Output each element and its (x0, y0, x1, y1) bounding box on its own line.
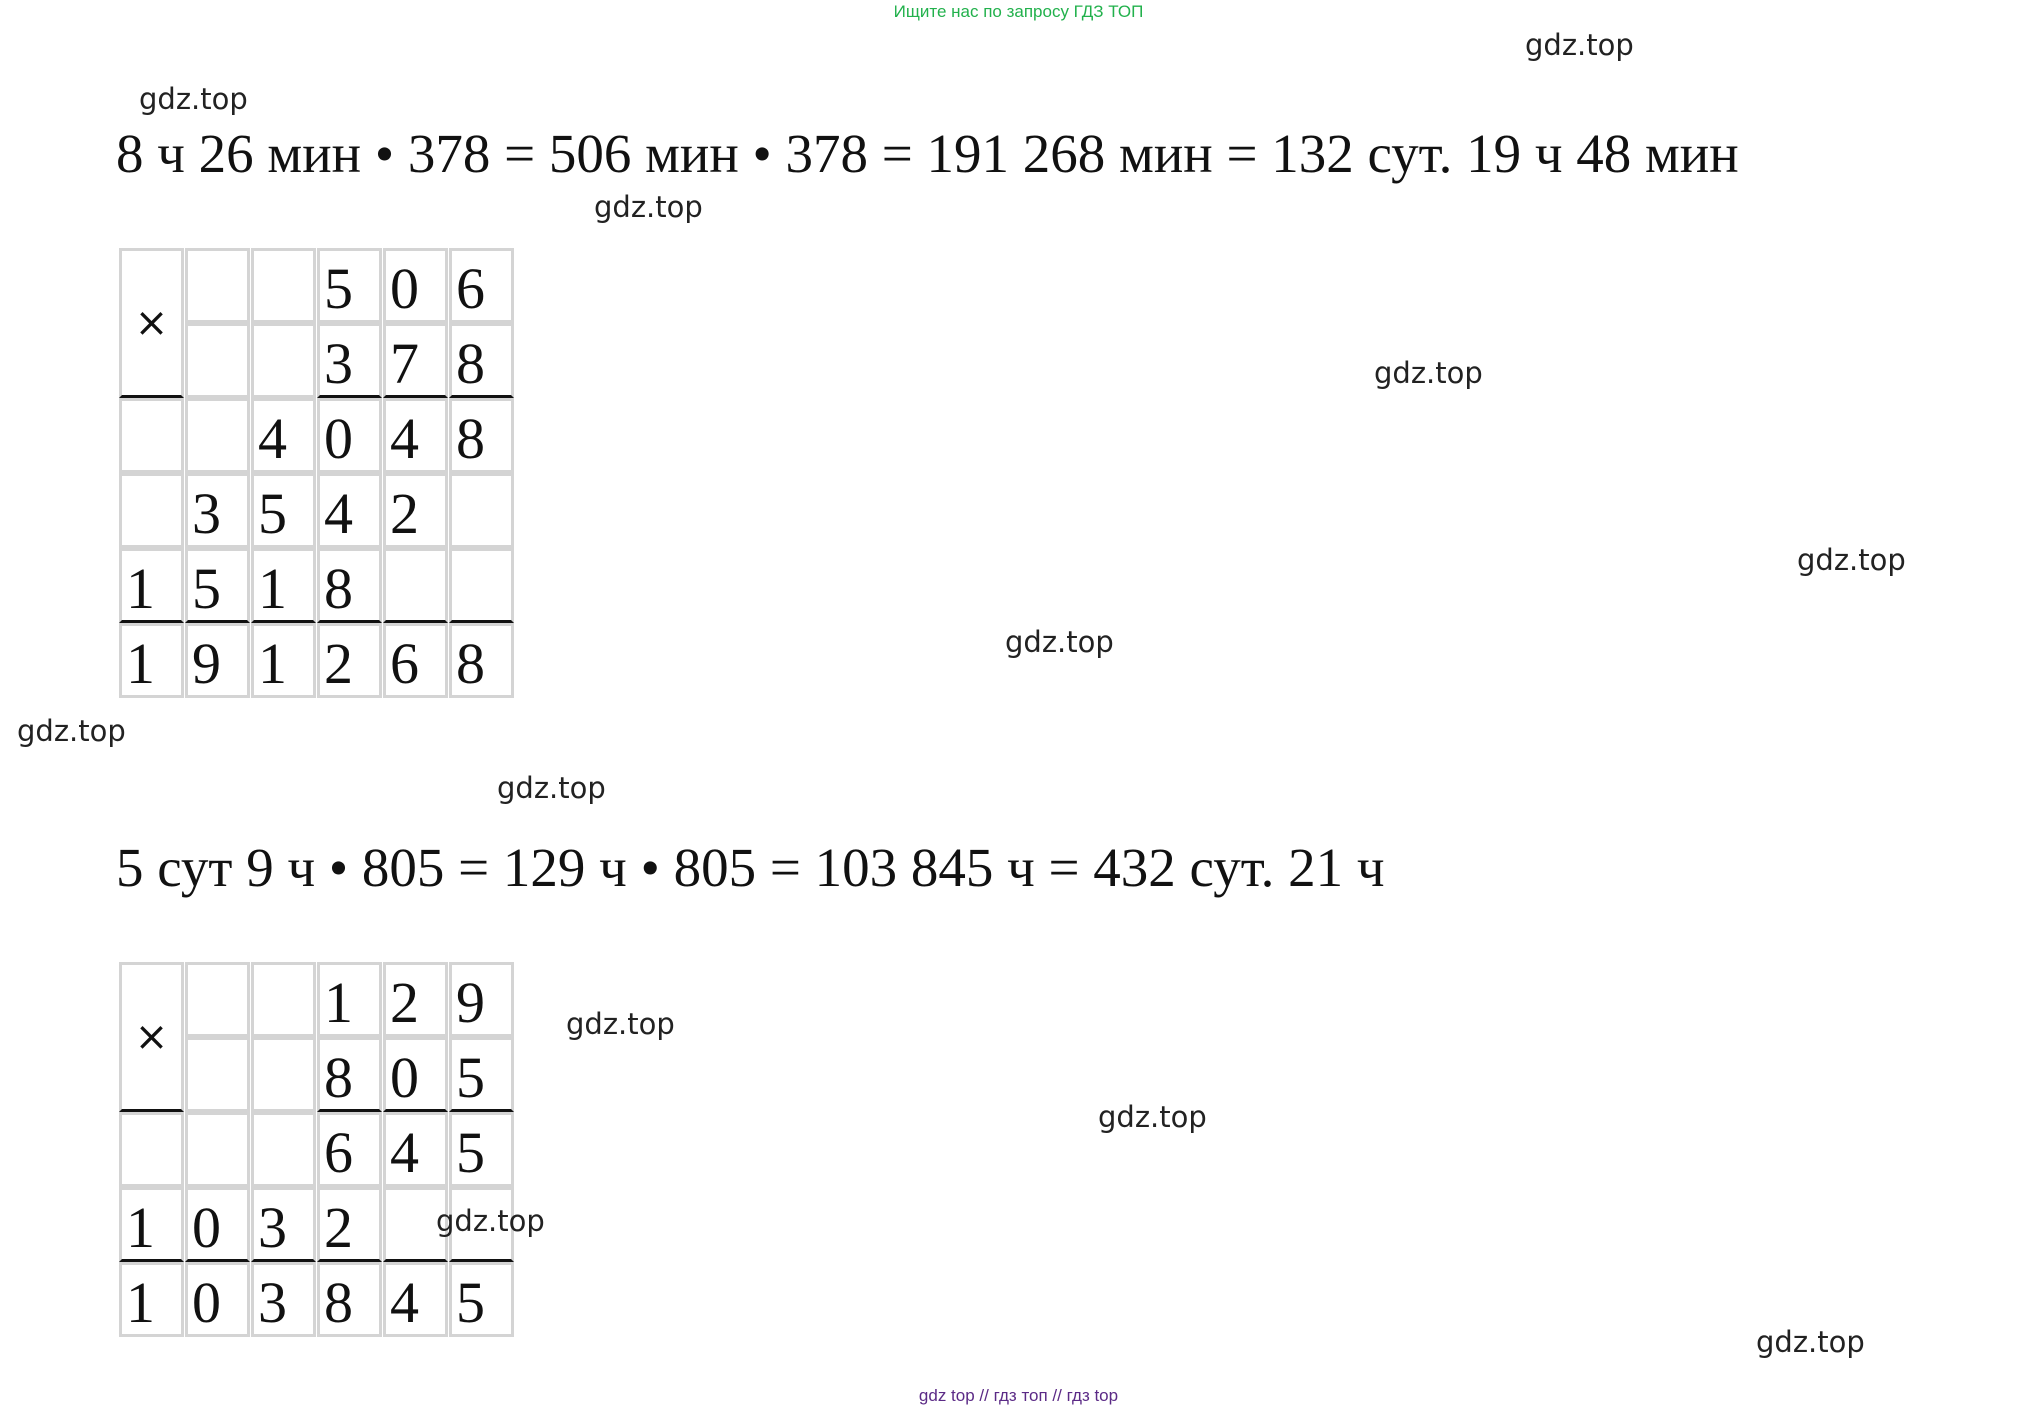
watermark: gdz.top (594, 190, 703, 224)
digit-cell: 5 (449, 1262, 514, 1337)
digit-cell (449, 548, 514, 623)
digit-cell (119, 1112, 184, 1187)
digit-cell (119, 398, 184, 473)
watermark: gdz.top (1525, 28, 1634, 62)
top-banner: Ищите нас по запросу ГДЗ ТОП (893, 2, 1144, 21)
digit-cell: 0 (185, 1262, 250, 1337)
digit-cell: 3 (251, 1187, 316, 1262)
digit-cell: 9 (449, 962, 514, 1037)
digit-cell (185, 1112, 250, 1187)
watermark: gdz.top (497, 771, 606, 805)
digit-cell: 8 (449, 323, 514, 398)
watermark: gdz.top (1797, 543, 1906, 577)
digit-cell: 0 (185, 1187, 250, 1262)
digit-cell: 1 (119, 548, 184, 623)
watermark: gdz.top (1756, 1325, 1865, 1359)
digit-cell: 5 (185, 548, 250, 623)
watermark: gdz.top (17, 714, 126, 748)
digit-cell: 5 (449, 1112, 514, 1187)
digit-cell: 4 (251, 398, 316, 473)
digit-cell: 4 (383, 1112, 448, 1187)
multiply-sign: × (119, 962, 184, 1112)
digit-cell (185, 962, 250, 1037)
digit-cell (185, 248, 250, 323)
digit-cell: 0 (383, 248, 448, 323)
digit-cell: 6 (317, 1112, 382, 1187)
digit-cell: 6 (449, 248, 514, 323)
digit-cell (449, 473, 514, 548)
digit-cell: 3 (185, 473, 250, 548)
digit-cell: 0 (317, 398, 382, 473)
digit-cell: 4 (317, 473, 382, 548)
digit-cell: 8 (317, 1037, 382, 1112)
digit-cell: 4 (383, 1262, 448, 1337)
digit-cell: 0 (383, 1037, 448, 1112)
digit-cell (251, 248, 316, 323)
digit-cell: 3 (317, 323, 382, 398)
digit-cell: 1 (251, 623, 316, 698)
digit-cell: 5 (251, 473, 316, 548)
digit-cell: 1 (119, 1262, 184, 1337)
digit-cell: 1 (251, 548, 316, 623)
watermark: gdz.top (436, 1204, 545, 1238)
digit-cell: 8 (449, 398, 514, 473)
digit-cell: 3 (251, 1262, 316, 1337)
digit-cell: 1 (119, 1187, 184, 1262)
digit-cell: 4 (383, 398, 448, 473)
multiplication-grid-2 (119, 962, 515, 1337)
digit-cell (251, 1112, 316, 1187)
digit-cell (251, 1037, 316, 1112)
digit-cell: 1 (119, 623, 184, 698)
digit-cell: 1 (317, 962, 382, 1037)
digit-cell: 5 (317, 248, 382, 323)
watermark: gdz.top (1374, 356, 1483, 390)
digit-cell (185, 1037, 250, 1112)
digit-cell: 5 (449, 1037, 514, 1112)
equation-2: 5 сут 9 ч • 805 = 129 ч • 805 = 103 845 ч = 432 сут. 21 ч (116, 837, 1385, 898)
digit-cell: 7 (383, 323, 448, 398)
digit-cell (119, 473, 184, 548)
watermark: gdz.top (1005, 625, 1114, 659)
footer-links: gdz top // гдз топ // гдз top (918, 1386, 1119, 1405)
digit-cell (185, 398, 250, 473)
digit-cell: 9 (185, 623, 250, 698)
digit-cell (251, 962, 316, 1037)
watermark: gdz.top (566, 1007, 675, 1041)
digit-cell: 2 (317, 1187, 382, 1262)
multiplication-grid-1 (119, 248, 515, 698)
digit-cell (251, 323, 316, 398)
digit-cell: 8 (317, 1262, 382, 1337)
watermark: gdz.top (139, 82, 248, 116)
digit-cell (383, 548, 448, 623)
digit-cell: 2 (317, 623, 382, 698)
equation-1: 8 ч 26 мин • 378 = 506 мин • 378 = 191 268 мин = 132 сут. 19 ч 48 мин (116, 123, 1739, 184)
digit-cell: 2 (383, 473, 448, 548)
digit-cell: 8 (449, 623, 514, 698)
multiply-sign: × (119, 248, 184, 398)
digit-cell: 6 (383, 623, 448, 698)
watermark: gdz.top (1098, 1100, 1207, 1134)
digit-cell (185, 323, 250, 398)
digit-cell: 8 (317, 548, 382, 623)
digit-cell: 2 (383, 962, 448, 1037)
